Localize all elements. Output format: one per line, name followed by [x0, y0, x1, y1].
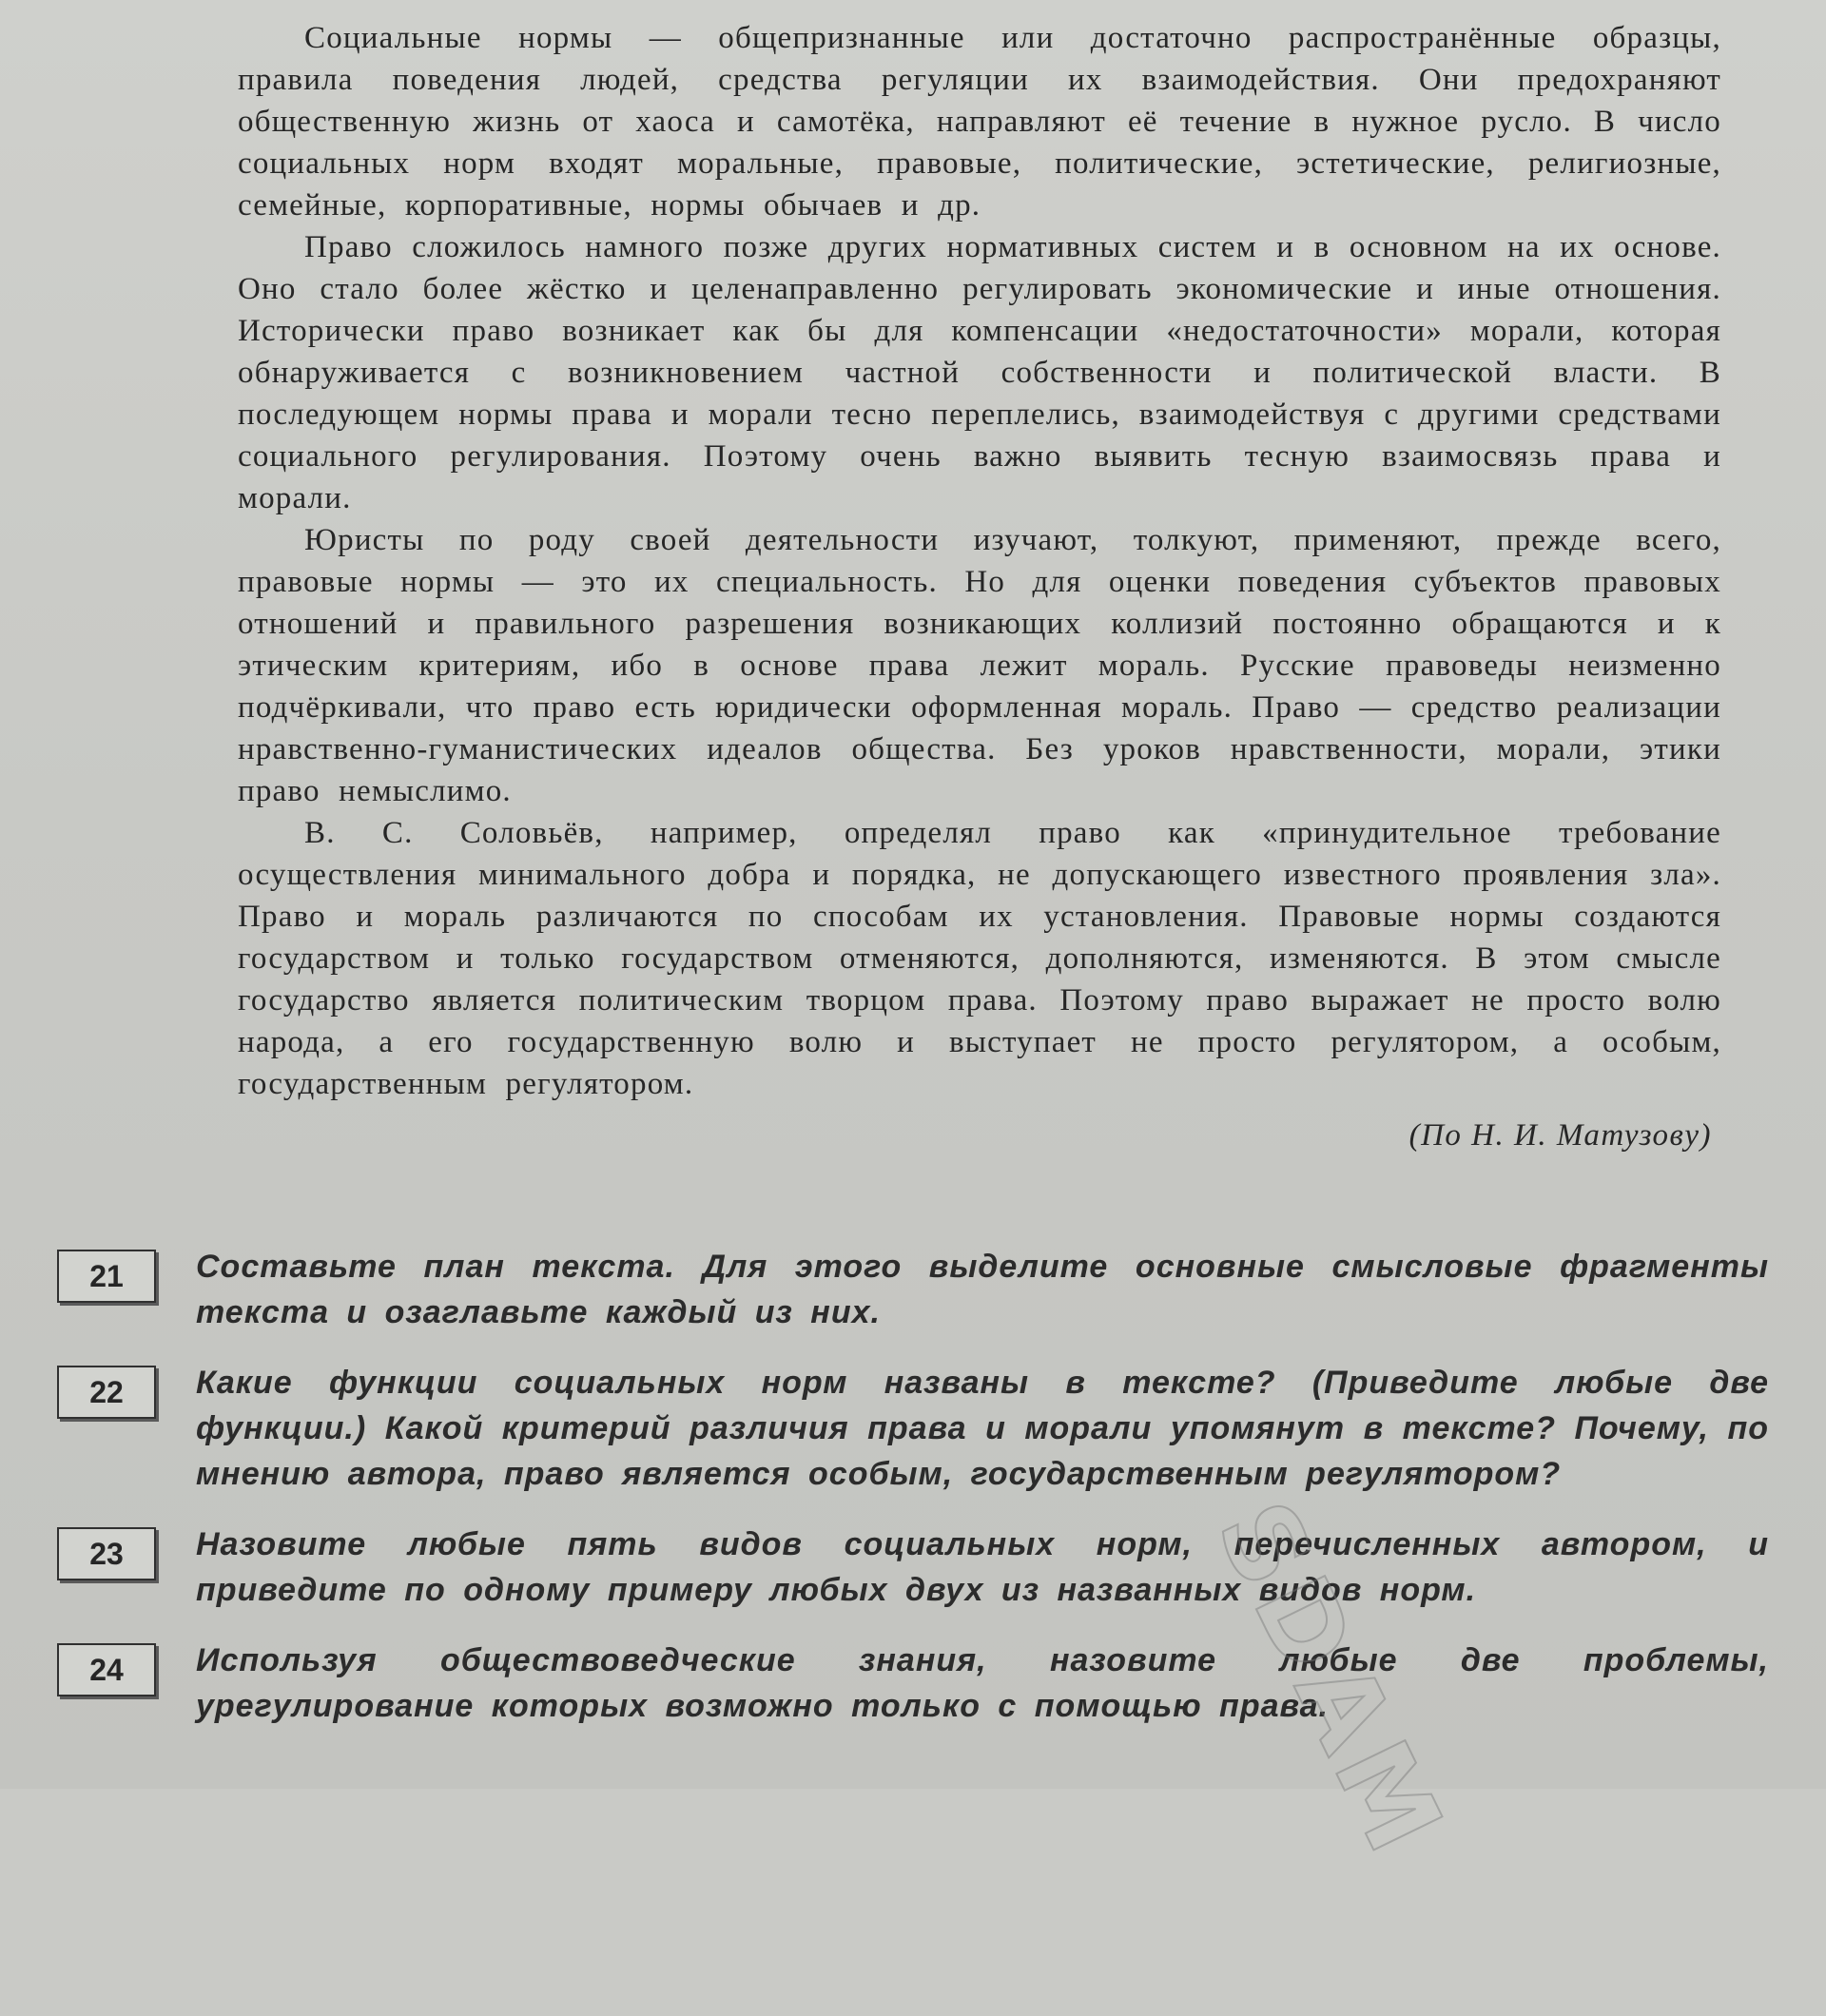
task-list [57, 1244, 1769, 1754]
paragraph-lawyers: Юристы по роду своей деятельности изучают, толкуют, применяют, прежде всего, правовые нормы — это их специальность. Но для оценки поведения субъектов правовых отношений и правильного разрешения возникающих коллизий постоянно обращаются и к этическим критериям, ибо в основе права лежит мораль. Русские правоведы неизменно подчёркивали, что право есть юридически оформленная мораль. Право — средство реализации нравственно-гуманистических идеалов общества. Без уроков нравственности, морали, этики право немыслимо. [238, 523, 1721, 808]
source-text [238, 17, 1721, 1156]
task-21 [57, 1244, 1769, 1335]
task-question: Какие функции социальных норм названы в тексте? (Приведите любые две функции.) Какой критерий различия права и морали упомянут в тексте? Почему, по мнению автора, право является особым, государственным регулятором? [196, 1365, 1769, 1492]
task-number-box: 22 [57, 1366, 156, 1419]
paragraph-social-norms: Социальные нормы — общепризнанные или достаточно распространённые образцы, правила поведения людей, средства регуляции их взаимодействия. Они предохраняют общественную жизнь от хаоса и самотёка, направляют её течение в нужное русло. В число социальных норм входят моральные, правовые, политические, эстетические, религиозные, семейные, корпоративные, нормы обычаев и др. [238, 21, 1721, 223]
task-question: Назовите любые пять видов социальных норм, перечисленных автором, и приведите по одному примеру любых двух из названных видов норм. [196, 1526, 1769, 1608]
paragraph-soloviev: В. С. Соловьёв, например, определял право как «принудительное требование осуществления минимального добра и порядка, не допускающего известного проявления зла». Право и мораль различаются по способам их установления. Правовые нормы создаются государством и только государством отменяются, дополняются, изменяются. В этом смысле государство является политическим творцом права. Поэтому право выражает не просто волю народа, а его государственную волю и выступает не просто регулятором, а особым, государственным регулятором. [238, 816, 1721, 1101]
task-question: Составьте план текста. Для этого выделите основные смысловые фрагменты текста и озаглавьте каждый из них. [196, 1249, 1769, 1330]
source-attribution: (По Н. И. Матузову) [1408, 1118, 1712, 1153]
watermark-logo: SDAM [1193, 1483, 1469, 1877]
task-number-box: 24 [57, 1643, 156, 1696]
task-24 [57, 1638, 1769, 1729]
task-22 [57, 1360, 1769, 1497]
task-number-box: 23 [57, 1527, 156, 1580]
task-question: Используя обществоведческие знания, назовите любые две проблемы, урегулирование которых возможно только с помощью права. [196, 1642, 1769, 1724]
paragraph-law-origin: Право сложилось намного позже других нормативных систем и в основном на их основе. Оно стало более жёстко и целенаправленно регулировать экономические и иные отношения. Исторически право возникает как бы для компенсации «недостаточности» морали, которая обнаруживается с возникновением частной собственности и политической власти. В последующем нормы права и морали тесно переплелись, взаимодействуя с другими средствами социального регулирования. Поэтому очень важно выявить тесную взаимосвязь права и морали. [238, 230, 1721, 515]
task-number-box: 21 [57, 1250, 156, 1303]
task-23 [57, 1522, 1769, 1613]
